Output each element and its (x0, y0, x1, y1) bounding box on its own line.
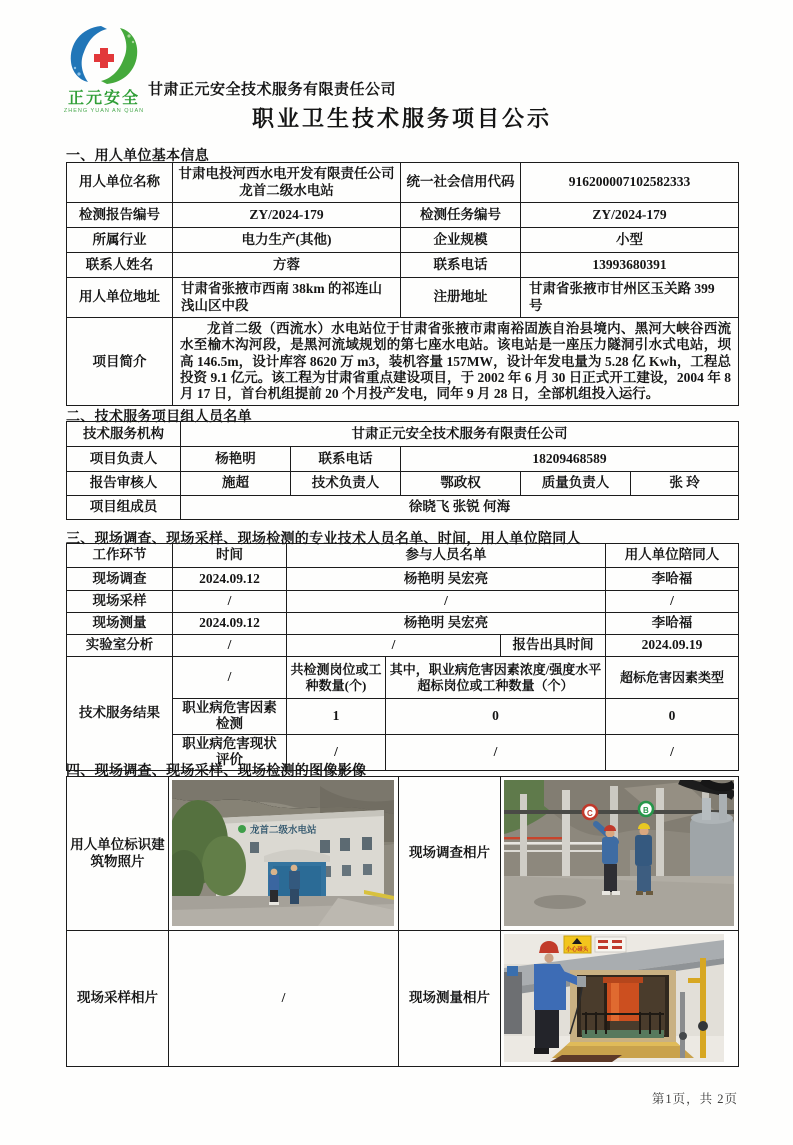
lab-people: / (287, 635, 501, 657)
participants-header: 参与人员名单 (287, 544, 606, 568)
reg-address-value: 甘肃省张掖市甘州区玉关路 399 号 (521, 278, 739, 318)
contact-label: 联系人姓名 (67, 253, 173, 278)
measure-label: 现场测量 (67, 613, 173, 635)
page-title: 职业卫生技术服务项目公示 (251, 106, 552, 131)
project-team-table (66, 421, 739, 520)
address-label: 用人单位地址 (67, 278, 173, 318)
svg-text:小心碰头: 小心碰头 (566, 947, 589, 953)
eval-exceed: / (386, 734, 606, 770)
eval-count: / (287, 734, 386, 770)
escort-header: 用人单位陪同人 (606, 544, 739, 568)
eval-type: / (606, 734, 739, 770)
survey-people: 杨艳明 吴宏亮 (287, 568, 606, 591)
tech-lead-value: 鄂政权 (401, 472, 521, 496)
equipment-silhouette (504, 972, 522, 1034)
report-date-value: 2024.09.19 (606, 635, 739, 657)
concrete-pillar (656, 788, 664, 888)
task-no-value: ZY/2024-179 (521, 203, 739, 228)
field-work-table (66, 543, 739, 771)
detect-label: 职业病危害因素检测 (173, 699, 287, 735)
building-photo-cell (169, 777, 399, 931)
result-header-exceed: 其中，职业病危害因素浓度/强度水平超标岗位或工种数量（个） (386, 657, 606, 699)
credit-code-label: 统一社会信用代码 (401, 163, 521, 203)
result-sub-time: / (173, 657, 287, 699)
members-label: 项目组成员 (67, 496, 181, 520)
measure-escort: 李哈福 (606, 613, 739, 635)
industry-value: 电力生产(其他) (173, 228, 401, 253)
scale-value: 小型 (521, 228, 739, 253)
employer-name-label: 用人单位名称 (67, 163, 173, 203)
measure-photo-label: 现场测量相片 (399, 931, 501, 1067)
report-no-value: ZY/2024-179 (173, 203, 401, 228)
window (363, 864, 372, 875)
survey-label: 现场调查 (67, 568, 173, 591)
service-result-label: 技术服务结果 (67, 657, 173, 771)
window (340, 838, 350, 851)
measure-time: 2024.09.12 (173, 613, 287, 635)
agency-value: 甘肃正元安全技术服务有限责任公司 (181, 422, 739, 447)
concrete-pillar (520, 794, 527, 890)
survey-photo-label: 现场调查相片 (399, 777, 501, 931)
measure-photo-cell (501, 931, 739, 1067)
logo-brand-text: 正元安全 (67, 90, 140, 107)
floor-mat (550, 1055, 622, 1062)
agency-label: 技术服务机构 (67, 422, 181, 447)
measure-photo (504, 934, 724, 1062)
company-logo (58, 24, 150, 114)
page-number: 第1页，共 2页 (651, 1092, 738, 1106)
time-header: 时间 (173, 544, 287, 568)
project-intro-label: 项目简介 (67, 318, 173, 406)
task-no-label: 检测任务编号 (401, 203, 521, 228)
window (362, 837, 372, 850)
photo-table (66, 776, 739, 1067)
phone-value: 13993680391 (521, 253, 739, 278)
reviewer-label: 报告审核人 (67, 472, 181, 496)
report-date-label: 报告出具时间 (501, 635, 606, 657)
detect-exceed: 0 (386, 699, 606, 735)
building-photo-label: 用人单位标识建筑物照片 (67, 777, 169, 931)
reviewer-value: 施超 (181, 472, 291, 496)
warning-sign (564, 936, 591, 953)
sampling-people: / (287, 591, 606, 613)
logo-mark-icon (67, 24, 141, 86)
members-value: 徐晓飞 张锐 何海 (181, 496, 739, 520)
red-rail (504, 837, 562, 839)
pm-value: 杨艳明 (181, 447, 291, 472)
lab-time: / (173, 635, 287, 657)
logo-brand-subtext: ZHENG YUAN AN QUAN (63, 107, 145, 114)
quality-label: 质量负责人 (521, 472, 631, 496)
valve (679, 1032, 687, 1040)
result-header-type: 超标危害因素类型 (606, 657, 739, 699)
sampling-photo-label: 现场采样相片 (67, 931, 169, 1067)
lab-label: 实验室分析 (67, 635, 173, 657)
section2-heading: 二、技术服务项目组人员名单 (66, 410, 252, 425)
sampling-escort: / (606, 591, 739, 613)
detect-type: 0 (606, 699, 739, 735)
building-sign-text: 龙首二级水电站 (250, 826, 317, 836)
tech-lead-label: 技术负责人 (291, 472, 401, 496)
work-step-header: 工作环节 (67, 544, 173, 568)
yellow-pipe (700, 958, 706, 1058)
company-name: 甘肃正元安全技术服务有限责任公司 (148, 82, 397, 98)
building-photo (172, 780, 394, 926)
window (342, 865, 351, 876)
project-intro-text: 龙首二级（西流水）水电站位于甘肃省张掖市肃南裕固族自治县境内、黑河大峡谷西流水至榆木沟河段，是黑河流域规划的第七座水电站。该电站是一座压力隧洞引水式电站，坝高 146.5m，设计库容 8620 万 m3，装机容量 157MW，设计年发电量为 5.28 亿 Kwh，工程总投资 9.1 亿元。该工程为甘肃省重点建设项目，于 2002 年 6 月 30 日正式开工建设，2004 年 8 月 17 日，首台机组提前 20 个月投产发电，同年 9 月 28 日，全部机组投入运行。 (173, 318, 739, 406)
phone-label: 联系电话 (401, 253, 521, 278)
pm-label: 项目负责人 (67, 447, 181, 472)
survey-photo (504, 780, 734, 926)
scale-label: 企业规模 (401, 228, 521, 253)
building-sign-logo (238, 825, 246, 833)
logo-red-cross-h (94, 54, 114, 62)
survey-time: 2024.09.12 (173, 568, 287, 591)
result-header-count: 共检测岗位或工种数量(个) (287, 657, 386, 699)
basic-info-table (66, 162, 739, 406)
sampling-label: 现场采样 (67, 591, 173, 613)
window (250, 842, 259, 853)
credit-code-value: 916200007102582333 (521, 163, 739, 203)
window (320, 840, 330, 853)
section1-heading: 一、用人单位基本信息 (66, 149, 209, 164)
contact-value: 方蓉 (173, 253, 401, 278)
red-text-sign (595, 937, 626, 952)
section3-heading: 三、现场调查、现场采样、现场检测的专业技术人员名单、时间，用人单位陪同人 (66, 532, 581, 547)
team-phone-value: 18209468589 (401, 447, 739, 472)
measure-people: 杨艳明 吴宏亮 (287, 613, 606, 635)
green-floor (582, 1030, 664, 1038)
survey-escort: 李哈福 (606, 568, 739, 591)
svg-text:C: C (587, 809, 593, 818)
eval-label: 职业病危害现状评价 (173, 734, 287, 770)
employer-name-value: 甘肃电投河西水电开发有限责任公司龙首二级水电站 (173, 163, 401, 203)
valve (698, 1021, 708, 1031)
survey-photo-cell (501, 777, 739, 931)
sampling-photo-placeholder: / (169, 931, 399, 1067)
reg-address-label: 注册地址 (401, 278, 521, 318)
address-value: 甘肃省张掖市西南 38km 的祁连山浅山区中段 (173, 278, 401, 318)
quality-value: 张 玲 (631, 472, 739, 496)
grey-pipe (680, 992, 685, 1058)
industry-label: 所属行业 (67, 228, 173, 253)
detect-count: 1 (287, 699, 386, 735)
svg-text:B: B (643, 806, 649, 815)
team-phone-label: 联系电话 (291, 447, 401, 472)
measuring-device (577, 976, 586, 987)
transformer (690, 818, 734, 884)
sampling-time: / (173, 591, 287, 613)
section4-heading: 四、现场调查、现场采样、现场检测的图像影像 (66, 764, 367, 779)
report-no-label: 检测报告编号 (67, 203, 173, 228)
